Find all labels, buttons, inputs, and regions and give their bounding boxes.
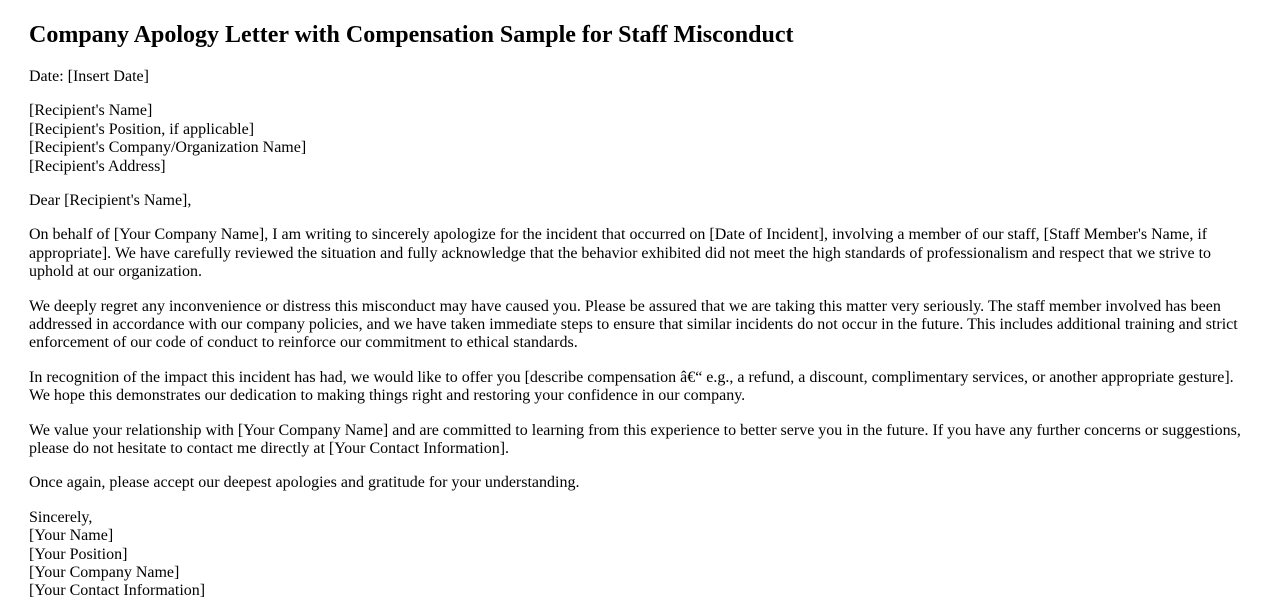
signature-contact-line: [Your Contact Information] [29, 582, 206, 600]
signature-company-line: [Your Company Name] [29, 563, 180, 581]
paragraph-compensation: In recognition of the impact this incident has had, we would like to offer you [describe compensation â€“ e.g., a refund, a discount, complimentary services, or another appropriate gesture]. We hope this demonstrates our dedication to making things right and restoring your confidence in our company. [29, 368, 1234, 405]
recipient-block [29, 102, 1241, 176]
recipient-address-line: [Recipient's Address] [29, 157, 166, 175]
paragraph-regret: We deeply regret any inconvenience or distress this misconduct may have caused you. Please be assured that we are taking this matter very seriously. The staff member involved has been addressed in accordance with our company policies, and we have taken immediate steps to ensure that similar incidents do not occur in the future. This includes additional training and strict enforcement of our code of conduct to reinforce our commitment to ethical standards. [29, 297, 1238, 352]
paragraph-relationship: We value your relationship with [Your Company Name] and are committed to learning from this experience to better serve you in the future. If you have any further concerns or suggestions, please do not hesitate to contact me directly at [Your Contact Information]. [29, 421, 1241, 457]
salutation: Dear [Recipient's Name], [29, 192, 192, 210]
recipient-name-line: [Recipient's Name] [29, 102, 153, 120]
letter-title: Company Apology Letter with Compensation Sample for Staff Misconduct [29, 22, 794, 48]
signature-name-line: [Your Name] [29, 527, 114, 545]
recipient-company-line: [Recipient's Company/Organization Name] [29, 139, 307, 157]
signature-position-line: [Your Position] [29, 545, 128, 563]
paragraph-closing: Once again, please accept our deepest apologies and gratitude for your understanding. [29, 474, 580, 492]
signature-sincerely-line: Sincerely, [29, 508, 93, 526]
date-line: Date: [Insert Date] [29, 68, 149, 86]
paragraph-apology: On behalf of [Your Company Name], I am writing to sincerely apologize for the incident that occurred on [Date of Incident], involving a member of our staff, [Staff Member's Name, if appropriate]. We have carefully reviewed the situation and fully acknowledge that the behavior exhibited did not meet the high standards of professionalism and respect that we strive to uphold at our organization. [29, 226, 1212, 281]
recipient-position-line: [Recipient's Position, if applicable] [29, 120, 255, 138]
signature-block [29, 509, 1241, 601]
